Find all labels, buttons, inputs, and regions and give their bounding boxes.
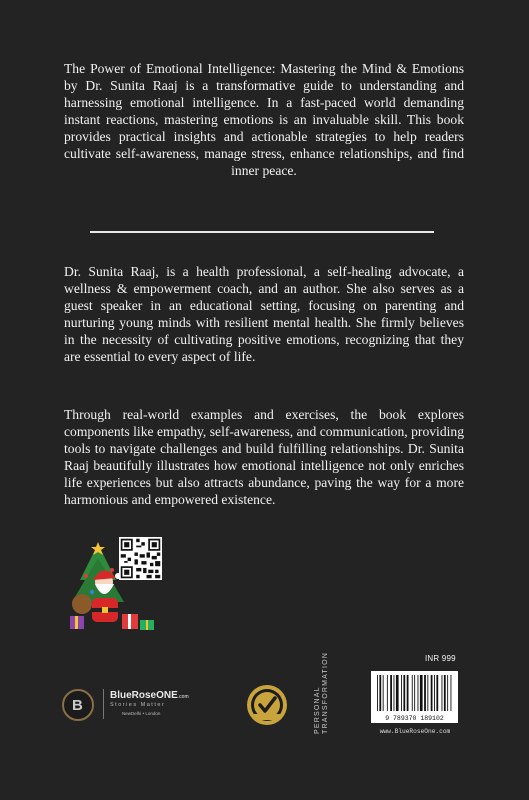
isbn-barcode — [371, 671, 458, 723]
closing-description: Through real-world examples and exercises, the book explores components like empathy, self-awareness, and communication, providing tools to navigate challenges and build fulfilling relationships. Dr. Sunita Raaj beautifully illustrates how emotional intelligence not only enriches life experiences but also attracts abundance, paving the way for a more harmonious and empowered existence. — [64, 407, 464, 507]
publisher-tagline: Stories Matter — [110, 702, 166, 708]
isbn-digits: 9 789370 189102 — [385, 715, 444, 722]
price-label: INR 999 — [425, 654, 456, 663]
publisher-website: www.BlueRoseOne.com — [379, 728, 451, 735]
publisher-name: BlueRoseONE.com — [110, 690, 189, 701]
category-label: PERSONAL TRANSFORMATION — [314, 651, 329, 734]
publisher-locations: NewDelhi • London — [122, 711, 161, 716]
publisher-separator — [103, 689, 104, 719]
bestseller-badge-icon — [246, 684, 288, 726]
section-divider — [90, 231, 434, 233]
gift-sack — [72, 594, 92, 614]
publisher-emblem — [62, 689, 94, 721]
qr-code — [119, 537, 162, 580]
author-bio: Dr. Sunita Raaj, is a health professional, a self-healing advocate, a wellness & empowerment coach, and an author. She also serves as a guest speaker in an educational setting, focusing on parenting and nurturing young minds with resilient mental health. She firmly believes in the necessity of cultivating positive emotions, recognizing that they are essential to every aspect of life. — [64, 264, 464, 364]
publisher-letter: B — [72, 697, 83, 714]
book-description: The Power of Emotional Intelligence: Mastering the Mind & Emotions by Dr. Sunita Raaj is a transformative guide to understanding and harnessing emotional intelligence. In a fast-paced world demanding instant reactions, mastering emotions is an invaluable skill. This book provides practical insights and actionable strategies to help readers cultivate self-awareness, manage stress, enhance relationships, and find inner peace. — [64, 61, 464, 178]
publisher-logo — [62, 689, 202, 727]
